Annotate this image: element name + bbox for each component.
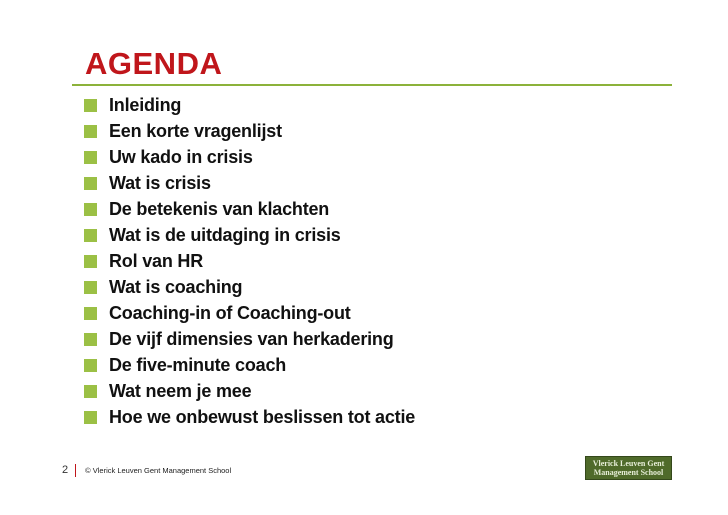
page-number: 2 — [62, 464, 69, 476]
agenda-item-label: De five-minute coach — [109, 354, 287, 375]
title-divider — [72, 84, 672, 86]
agenda-item-label: De vijf dimensies van herkadering — [109, 328, 394, 349]
agenda-item — [84, 378, 415, 404]
agenda-item — [84, 144, 415, 170]
agenda-item — [84, 300, 415, 326]
footer-divider — [75, 464, 76, 477]
square-bullet-icon — [84, 255, 97, 268]
agenda-item-label: Wat is coaching — [109, 276, 243, 297]
square-bullet-icon — [84, 411, 97, 424]
agenda-item — [84, 118, 415, 144]
agenda-item-label: Uw kado in crisis — [109, 146, 253, 167]
agenda-item — [84, 404, 415, 430]
agenda-item-label: Wat neem je mee — [109, 380, 252, 401]
agenda-item — [84, 274, 415, 300]
square-bullet-icon — [84, 203, 97, 216]
logo-line-1: Vlerick Leuven Gent — [592, 459, 665, 468]
square-bullet-icon — [84, 385, 97, 398]
school-logo — [585, 456, 672, 480]
agenda-list — [84, 92, 415, 430]
agenda-item — [84, 352, 415, 378]
agenda-item-label: Wat is de uitdaging in crisis — [109, 224, 341, 245]
square-bullet-icon — [84, 177, 97, 190]
square-bullet-icon — [84, 151, 97, 164]
slide-title: AGENDA — [85, 46, 223, 81]
square-bullet-icon — [84, 99, 97, 112]
agenda-item-label: Hoe we onbewust beslissen tot actie — [109, 406, 416, 427]
agenda-item — [84, 170, 415, 196]
square-bullet-icon — [84, 307, 97, 320]
agenda-item — [84, 222, 415, 248]
agenda-item-label: De betekenis van klachten — [109, 198, 330, 219]
square-bullet-icon — [84, 229, 97, 242]
agenda-item — [84, 326, 415, 352]
slide-footer — [62, 463, 231, 477]
square-bullet-icon — [84, 125, 97, 138]
agenda-item-label: Een korte vragenlijst — [109, 120, 282, 141]
agenda-item — [84, 196, 415, 222]
square-bullet-icon — [84, 359, 97, 372]
agenda-item-label: Coaching-in of Coaching-out — [109, 302, 351, 323]
agenda-item-label: Inleiding — [109, 94, 182, 115]
agenda-item-label: Rol van HR — [109, 250, 204, 271]
agenda-item-label: Wat is crisis — [109, 172, 211, 193]
logo-line-2: Management School — [593, 468, 664, 477]
square-bullet-icon — [84, 333, 97, 346]
copyright-notice: © Vlerick Leuven Gent Management School — [85, 465, 232, 475]
agenda-item — [84, 92, 415, 118]
square-bullet-icon — [84, 281, 97, 294]
agenda-item — [84, 248, 415, 274]
